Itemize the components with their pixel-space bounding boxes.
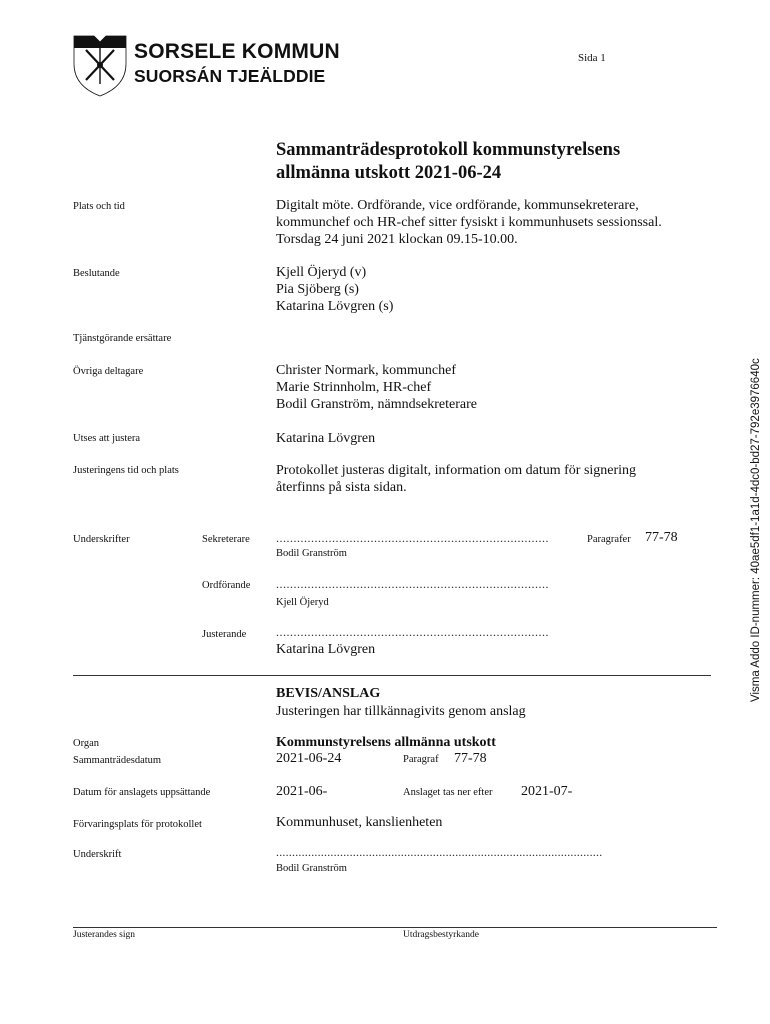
paragraphs-label: Paragrafer	[587, 534, 631, 545]
place-time-line: Torsdag 24 juni 2021 klockan 09.15-10.00.	[276, 232, 518, 247]
adjuster-signer-name: Katarina Lövgren	[276, 642, 376, 657]
place-time-line: Digitalt möte. Ordförande, vice ordförande, kommunsekreterare,	[276, 198, 639, 213]
removed-date-value: 2021-07-	[521, 784, 573, 799]
other-participant: Christer Normark, kommunchef	[276, 363, 457, 378]
meeting-date-label: Sammanträdesdatum	[73, 755, 162, 766]
adjust-time-value	[276, 462, 736, 496]
document-title	[276, 139, 716, 185]
posted-date-value: 2021-06-	[276, 784, 328, 799]
section-divider	[73, 675, 711, 676]
deciding-member: Kjell Öjeryd (v)	[276, 265, 367, 280]
removed-date-label: Anslaget tas ner efter	[403, 787, 493, 798]
secretary-name: Bodil Granström	[276, 548, 347, 559]
footer-certified-copy: Utdragsbestyrkande	[403, 930, 479, 940]
organ-value: Kommunstyrelsens allmänna utskott	[276, 735, 496, 750]
notice-signer-name: Bodil Granström	[276, 863, 347, 874]
secretary-signature-line[interactable]: ..............................................................................	[276, 531, 549, 545]
place-time-label: Plats och tid	[73, 201, 125, 212]
paragraph-label: Paragraf	[403, 754, 439, 765]
deciding-list	[276, 264, 736, 315]
other-participant: Marie Strinnholm, HR-chef	[276, 380, 432, 395]
adjuster-signature-line[interactable]: ..............................................................................	[276, 625, 549, 639]
place-time-line: kommunchef och HR-chef sitter fysiskt i kommunhusets sessionssal.	[276, 215, 662, 230]
other-participants-label: Övriga deltagare	[73, 366, 144, 377]
deciding-label: Beslutande	[73, 268, 120, 279]
other-participant: Bodil Granström, nämndsekreterare	[276, 397, 477, 412]
adjust-time-line: återfinns på sista sidan.	[276, 480, 407, 495]
deciding-member: Pia Sjöberg (s)	[276, 282, 359, 297]
posted-date-label: Datum för anslagets uppsättande	[73, 787, 211, 798]
title-line-1: Sammanträdesprotokoll kommunstyrelsens	[276, 140, 621, 160]
secretary-role: Sekreterare	[202, 534, 250, 545]
deciding-member: Katarina Lövgren (s)	[276, 299, 394, 314]
place-time-value	[276, 197, 736, 248]
title-line-2: allmänna utskott 2021-06-24	[276, 163, 502, 183]
footer-adjuster-sign: Justerandes sign	[73, 930, 136, 940]
chair-role: Ordförande	[202, 580, 251, 591]
municipality-logo	[72, 34, 128, 98]
paragraphs-value: 77-78	[645, 530, 678, 545]
footer-divider	[73, 927, 717, 928]
notice-signature-label: Underskrift	[73, 849, 122, 860]
document-id-vertical	[748, 322, 768, 702]
page-number: Sida 1	[578, 52, 606, 64]
organ-label: Organ	[73, 738, 100, 749]
storage-label: Förvaringsplats för protokollet	[73, 819, 202, 830]
adjust-time-label: Justeringens tid och plats	[73, 465, 179, 476]
org-name: SORSELE KOMMUN	[134, 40, 340, 63]
meeting-date-value: 2021-06-24	[276, 751, 342, 766]
paragraph-value: 77-78	[454, 751, 487, 766]
document-id-text: Visma Addo ID-nummer: 40ae5df1-1a1d-4dc0-bd27-792e3976640c	[750, 358, 762, 702]
adjuster-label: Utses att justera	[73, 433, 141, 444]
other-participants-list	[276, 362, 736, 413]
storage-value: Kommunhuset, kanslienheten	[276, 815, 443, 830]
chair-signature-line[interactable]: ..............................................................................	[276, 577, 549, 591]
substitutes-label: Tjänstgörande ersättare	[73, 333, 172, 344]
adjuster-role: Justerande	[202, 629, 247, 640]
notice-subheading: Justeringen har tillkännagivits genom anslag	[276, 704, 526, 719]
notice-signature-line[interactable]: ......................................................................................................	[276, 845, 603, 859]
org-name-sami: SUORSÁN TJEÄLDDIE	[134, 66, 326, 86]
signatures-label: Underskrifter	[73, 534, 130, 545]
adjuster-value: Katarina Lövgren	[276, 431, 376, 446]
chair-name: Kjell Öjeryd	[276, 597, 329, 608]
adjust-time-line: Protokollet justeras digitalt, information om datum för signering	[276, 463, 637, 478]
notice-heading: BEVIS/ANSLAG	[276, 686, 381, 701]
